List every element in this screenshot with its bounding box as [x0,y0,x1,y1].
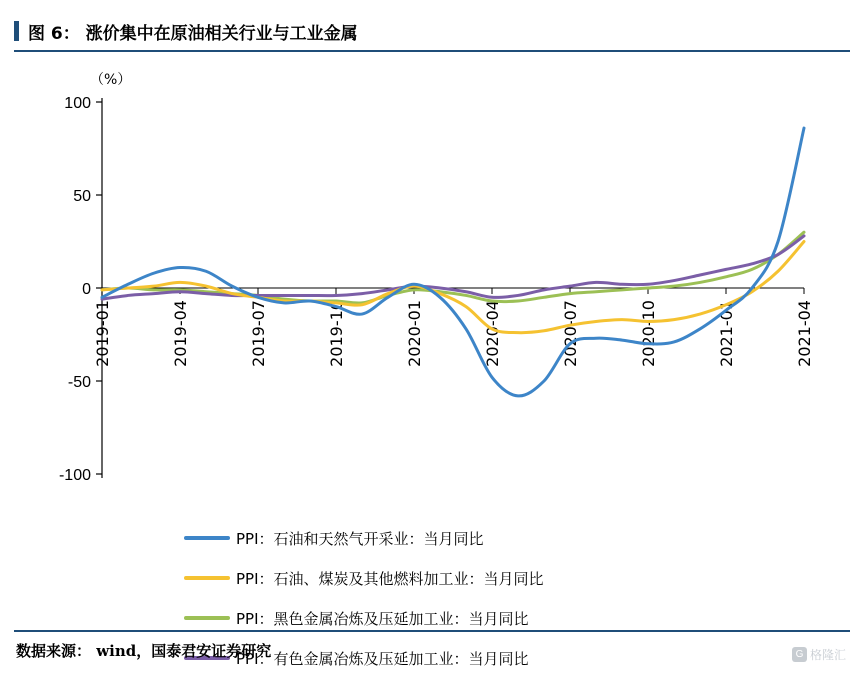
y-tick-label: 50 [73,188,91,205]
x-tick-label: 2020-01 [405,300,424,367]
source-note: 数据来源： wind，国泰君安证券研究 [16,642,272,660]
series-line [102,236,804,299]
title-accent-bar [14,21,19,41]
x-tick-label: 2020-07 [561,300,580,367]
legend-label: PPI：有色金属冶炼及压延加工业：当月同比 [236,650,529,668]
x-tick-label: 2020-10 [639,300,658,367]
legend-label: PPI：石油、煤炭及其他燃料加工业：当月同比 [236,570,544,588]
x-tick-label: 2019-04 [171,300,190,367]
y-tick-label: -50 [67,374,91,391]
x-tick-label: 2020-04 [483,300,502,367]
y-tick-label: 100 [64,95,91,112]
title-divider-top [14,50,850,52]
x-tick-label: 2019-10 [327,300,346,367]
series-line [102,242,804,333]
y-tick-label: -100 [58,467,91,484]
watermark-label: 格隆汇 [809,648,846,662]
watermark [792,646,846,663]
y-tick-label: 0 [82,281,91,298]
series-line [102,128,804,396]
x-tick-label: 2019-07 [249,300,268,367]
legend-label: PPI：石油和天然气开采业：当月同比 [236,530,484,548]
page-title: 图 6： 涨价集中在原油相关行业与工业金属 [28,23,358,44]
x-tick-label: 2021-04 [795,300,814,367]
figure-title-bar [14,14,850,48]
x-tick-label: 2019-01 [93,300,112,367]
legend-label: PPI：黑色金属冶炼及压延加工业：当月同比 [236,610,529,628]
x-tick-label: 2021-01 [717,300,736,367]
footer-divider [14,630,850,632]
y-axis-unit-label: （%） [90,72,132,88]
watermark-logo-icon: G [792,647,807,662]
